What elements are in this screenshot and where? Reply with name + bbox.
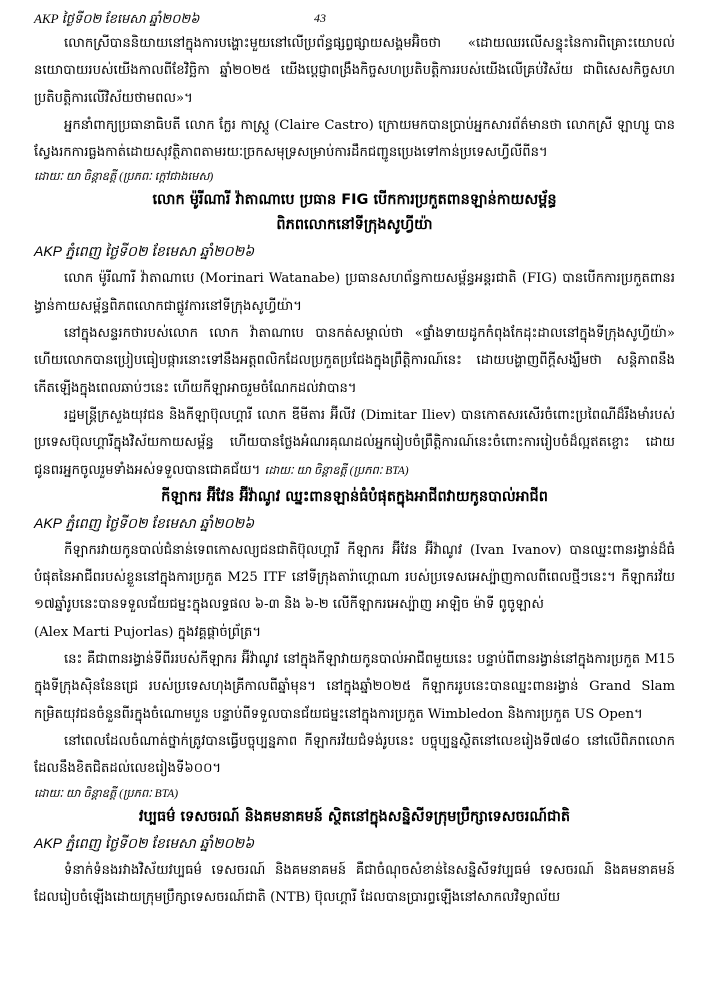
headline: វប្បធម៌ ទេសចរណ៍ និងគមនាគមន៍ ស្ថិតនៅក្នុងសន្និសីទក្រុមប្រឹក្សាទេសចរណ៍ជាតិ bbox=[138, 808, 571, 825]
article-dateline: AKP ភ្នំពេញ ថ្ងៃទី០២ ខែមេសា ឆ្នាំ២០២៦ bbox=[34, 514, 255, 531]
paragraph: ទំនាក់ទំនងរវាងវិស័យវប្បធម៌ ទេសចរណ៍ និងគមនាគមន៍ គឺជាចំណុចសំខាន់នៃសន្និសីទវប្បធម៌ ទេសចរណ៍ និងគមនាគមន៍ ដែលរៀបចំឡើងដោយក្រុមប្រឹក្សាទេសចរណ៍ជាតិ (NTB) ប៊ុលហ្គារី ដែលបានប្រារព្ធឡើងនៅសាកលវិទ្យាល័យ bbox=[34, 862, 675, 905]
headline bbox=[34, 188, 675, 238]
header-dateline: AKP ថ្ងៃទី០២ ខែមេសា ឆ្នាំ២០២៦ bbox=[34, 11, 200, 26]
paragraph-text: កីឡាករវាយកូនបាល់ជំនាន់ទេពកោសល្យជនជាតិប៊ុលហ្គារី កីឡាករ អ៊ីវែន អ៊ីវ៉ាណូវ (Ivan Ivanov) បានឈ្នះពានរង្វាន់ដ៏ធំបំផុតនៃអាជីពរបស់ខ្លួននៅក្នុងការប្រកួត M25 ITF នៅទីក្រុងតារ៉ាហ្គោណា របស់ប្រទេសអេស្ប៉ាញកាលពីពេលថ្មីៗនេះ។ កីឡាករវ័យ ១៧ឆ្នាំរូបនេះបានទទួលជ័យជម្នះក្នុងលទ្ធផល ៦-៣ និង ៦-២ លើកីឡាករអេស្ប៉ាញ អាឡិច ម៉ាទី ពូចូឡាស់ bbox=[34, 542, 675, 613]
article-credit: ដោយៈ យា ចិន្តាឧត្តី (ប្រភពៈ BTA) bbox=[34, 787, 179, 800]
paragraph-text: US Open។ bbox=[574, 706, 643, 722]
headline: កីឡាករ អ៊ីវែន អ៊ីវ៉ាណូវ ឈ្នះពានឡាន់ធំបំផុតក្នុងអាជីពវាយកូនបាល់អាជីព bbox=[161, 488, 548, 505]
paragraph: លោកស្រីបាននិយាយនៅក្នុងការបង្ហោះមួយនៅលើប្រព័ន្ធផ្សព្វផ្សាយសង្គមអ៊ិចថា «ដោយឈរលើសន្ទុះនៃការពិគ្រោះយោបល់នយោបាយរបស់យើងកាលពីខែវិច្ឆិកា ឆ្នាំ២០២៥ យើងប្តេជ្ញាពង្រឹងកិច្ចសហប្រតិបត្តិការរបស់យើងលើគ្រប់វិស័យ ជាពិសេសកិច្ចសហប្រតិបត្តិការលើវិស័យថាមពល»។ bbox=[34, 36, 675, 106]
paragraph-text: (Alex Marti Pujorlas) ក្នុងវគ្គផ្តាច់ព្រ័ត្រ។ bbox=[34, 624, 262, 640]
article-credit: ដោយៈ យា ចិន្តាឧត្តី (ប្រភពៈ ក្តៅជាងមេស) bbox=[34, 171, 214, 184]
paragraph: លោក ម៉ូរីណារី វ៉ាតាណាបេ (Morinari Watanabe) ប្រធានសហព័ន្ធកាយសម្ព័ន្ធអន្តរជាតិ (FIG) បានបើកការប្រកួតពានរង្វាន់កាយសម្ព័ន្ធពិភពលោកជាផ្លូវការនៅទីក្រុងសូហ្វីយ៉ា។ bbox=[34, 271, 675, 314]
article-tennis bbox=[34, 485, 675, 805]
article-gymnastics bbox=[34, 188, 675, 484]
article-tourism bbox=[34, 805, 675, 912]
paragraph-text: Grand Slam កម្រិតយុវជនចំនួនពីរក្នុងចំណោមបួន បន្ទាប់ពីទទួលបានជ័យជម្នះនៅក្នុងការប្រកួត Wimbledon និងការប្រកួត bbox=[34, 679, 675, 722]
paragraph bbox=[34, 402, 675, 485]
page-header bbox=[34, 0, 675, 30]
paragraph bbox=[34, 646, 675, 728]
paragraph-text: នេះ គឺជាពានរង្វាន់ទីពីររបស់កីឡាករ អ៊ីវ៉ាណូវ នៅក្នុងកីឡាវាយកូនបាល់អាជីពមួយនេះ បន្ទាប់ពីពានរង្វាន់នៅក្នុងការប្រកួត M15 ក្នុងទីក្រុងស៊ិននែនជ្រេ របស់ប្រទេសហុងគ្រីកាលពីឆ្នាំមុន។ នៅក្នុងឆ្នាំ២០២៥ កីឡាកររូបនេះបានឈ្នះពានរង្វាន់ bbox=[34, 652, 675, 695]
headline-line: លោក ម៉ូរីណារី វ៉ាតាណាបេ ប្រធាន FIG បើកការប្រកួតពានឡាន់កាយសម្ព័ន្ធ bbox=[152, 192, 557, 209]
article-energy bbox=[34, 30, 675, 188]
page-number: 43 bbox=[314, 11, 326, 25]
paragraph: អ្នកនាំពាក្យប្រធានាធិបតី លោក ក្លែរ កាស្ត្រូ (Claire Castro) ក្រោយមកបានប្រាប់អ្នកសារព័ត៌មានថា លោកស្រី ឡាហ្សូ បានស្វែងរកការធ្លងកាត់ដោយសុវត្ថិភាពតាមរយៈច្រកសមុទ្រសម្រាប់ការដឹកជញ្ជូនប្រេងទៅកាន់ប្រទេសហ្វីលីពីន។ bbox=[34, 117, 675, 161]
paragraph: នៅពេលដែលចំណាត់ថ្នាក់ត្រូវបានធ្វើបច្ចុប្បន្នភាព កីឡាករវ័យជំទង់រូបនេះ បច្ចុប្បន្នស្ថិតនៅលេខរៀងទី៧៨០ នៅលើពិភពលោក ដែលនឹងខិតជិតដល់លេខរៀងទី៦០០។ bbox=[34, 733, 675, 777]
article-dateline: AKP ភ្នំពេញ ថ្ងៃទី០២ ខែមេសា ឆ្នាំ២០២៦ bbox=[34, 243, 255, 260]
article-dateline: AKP ភ្នំពេញ ថ្ងៃទី០២ ខែមេសា ឆ្នាំ២០២៦ bbox=[34, 834, 255, 851]
paragraph: នៅក្នុងសន្ទរកថារបស់លោក លោក វ៉ាតាណាបេ បានកត់សម្គាល់ថា «ផ្ទាំងទាយដូកកំពុងកែដុះដាលនៅក្នុងទីក្រុងសូហ្វីយ៉ា» ហើយលោកបានប្រៀបធៀបផ្ការនោះទៅនឹងអត្តពលិកដែលប្រកួតប្រជែងក្នុងព្រឹត្តិការណ៍នេះ ដោយបង្ហាញពីក្តីសង្ឃឹមថា សន្តិភាពនឹងកើតឡើងក្នុងពេលឆាប់ៗនេះ ហើយកីឡាអាចរួមចំណែកដល់វាបាន។ bbox=[34, 326, 675, 396]
paragraph-text: រដ្ឋមន្ត្រីក្រសួងយុវជន និងកីឡាប៊ុលហ្គារី លោក ឌីមីតារ អ៊ីលីវ (Dimitar Iliev) បានកោតសរសើរចំពោះប្រពៃណីដ៏រឹងមាំរបស់ប្រទេសប៊ុលហ្គារីក្នុងវិស័យកាយសម្ព័ន្ធ ហើយបានថ្លែងអំណរគុណដល់អ្នករៀបចំព្រឹត្តិការណ៍នេះចំពោះការរៀបចំដ៏ល្អឥតខ្ចោះ ដោយជូនពរអ្នកចូលរួមទាំងអស់ទទួលបានជោគជ័យ។ bbox=[34, 407, 675, 478]
article-credit: ដោយៈ យា ចិន្តាឧត្តី (ប្រភពៈ BTA) bbox=[264, 464, 409, 477]
paragraph bbox=[34, 537, 675, 646]
headline-line: ពិភពលោកនៅទីក្រុងសូហ្វីយ៉ា bbox=[276, 217, 433, 234]
